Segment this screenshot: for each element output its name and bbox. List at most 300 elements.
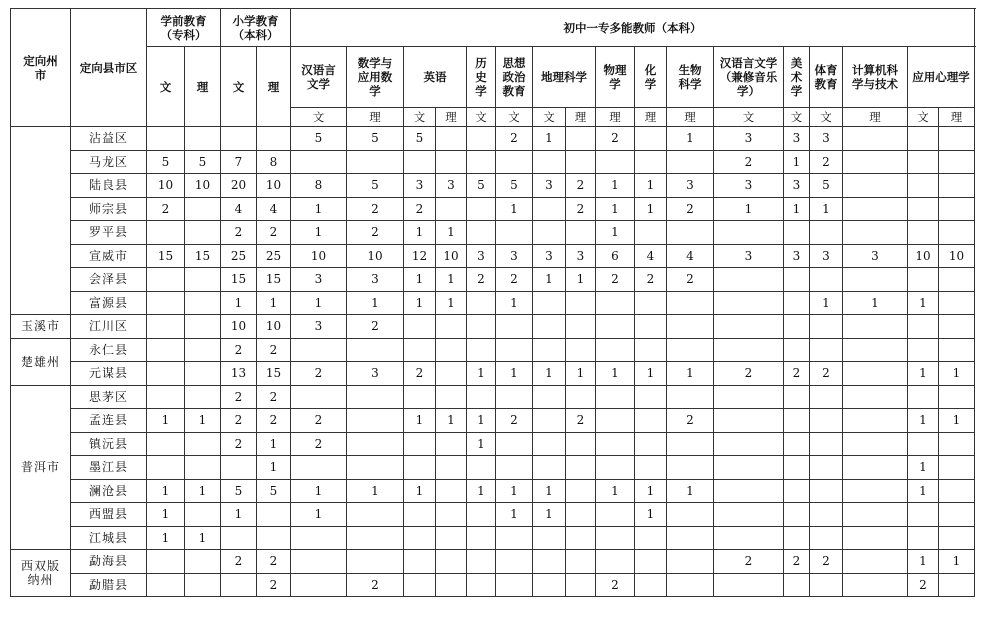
quota-cell [810,456,843,480]
quota-cell: 15 [221,268,257,292]
quota-cell [467,385,496,409]
quota-cell [533,456,566,480]
quota-cell [596,409,635,433]
quota-cell [667,550,714,574]
quota-cell: 5 [185,150,221,174]
quota-cell [714,432,784,456]
quota-cell [667,291,714,315]
quota-cell: 3 [714,174,784,198]
quota-cell: 3 [784,127,810,151]
quota-cell [467,291,496,315]
quota-cell: 2 [566,174,596,198]
quota-cell: 3 [784,244,810,268]
quota-cell [784,573,810,597]
county-cell: 镇沅县 [71,432,147,456]
table-row [11,268,975,292]
quota-cell [714,503,784,527]
quota-cell: 10 [347,244,404,268]
quota-cell: 10 [147,174,185,198]
quota-cell [939,315,975,339]
quota-cell [185,268,221,292]
quota-cell: 1 [496,291,533,315]
quota-cell [810,315,843,339]
quota-cell: 1 [714,197,784,221]
quota-cell [843,409,908,433]
quota-cell [939,526,975,550]
quota-cell [810,526,843,550]
quota-cell [566,550,596,574]
quota-cell: 2 [596,573,635,597]
quota-cell: 1 [635,174,667,198]
quota-cell [147,268,185,292]
header-subject: 计算机科学与技术 [843,47,908,108]
quota-cell: 3 [496,244,533,268]
county-cell: 元谋县 [71,362,147,386]
header-track: 理 [436,108,467,127]
quota-cell: 2 [566,197,596,221]
quota-cell: 1 [908,362,939,386]
quota-cell: 2 [257,409,291,433]
quota-cell [635,550,667,574]
quota-cell [221,127,257,151]
quota-cell [714,268,784,292]
quota-cell [291,526,347,550]
quota-cell: 1 [843,291,908,315]
quota-cell: 10 [436,244,467,268]
quota-cell [436,456,467,480]
quota-cell: 1 [533,479,566,503]
quota-cell [635,409,667,433]
quota-cell [635,221,667,245]
quota-cell [533,432,566,456]
quota-cell [147,456,185,480]
header-track: 文 [221,47,257,127]
quota-cell [496,550,533,574]
quota-cell: 1 [404,409,436,433]
quota-cell: 1 [347,479,404,503]
quota-cell [566,479,596,503]
quota-cell [810,385,843,409]
header-track: 文 [291,108,347,127]
prefecture-cell [11,127,71,315]
header-subject: 体育教育 [810,47,843,108]
quota-cell [939,456,975,480]
quota-cell: 1 [566,268,596,292]
quota-cell: 5 [347,174,404,198]
prefecture-cell: 西双版纳州 [11,550,71,597]
quota-cell [939,479,975,503]
quota-cell [667,385,714,409]
quota-cell: 2 [784,550,810,574]
quota-cell [533,526,566,550]
quota-cell: 3 [667,174,714,198]
quota-cell: 4 [257,197,291,221]
quota-cell [667,315,714,339]
quota-cell: 3 [533,244,566,268]
county-cell: 江川区 [71,315,147,339]
quota-cell [436,150,467,174]
quota-cell [667,338,714,362]
quota-cell [147,338,185,362]
quota-cell [496,150,533,174]
quota-cell: 1 [635,362,667,386]
quota-cell: 3 [810,127,843,151]
quota-cell [908,150,939,174]
quota-cell [714,338,784,362]
quota-cell: 1 [436,221,467,245]
quota-cell [185,503,221,527]
quota-cell [908,432,939,456]
quota-cell [939,503,975,527]
quota-cell [635,291,667,315]
header-preschool: 学前教育（专科） [147,9,221,47]
quota-cell: 25 [221,244,257,268]
table-row [11,244,975,268]
quota-cell: 3 [714,127,784,151]
county-cell: 勐海县 [71,550,147,574]
quota-cell: 3 [533,174,566,198]
quota-cell [714,291,784,315]
table-row [11,174,975,198]
quota-cell [810,221,843,245]
quota-cell: 2 [714,362,784,386]
quota-cell [939,291,975,315]
quota-cell [436,127,467,151]
quota-cell [784,221,810,245]
quota-cell: 2 [291,409,347,433]
quota-cell: 3 [291,315,347,339]
county-cell: 罗平县 [71,221,147,245]
quota-cell [939,338,975,362]
header-track: 理 [667,108,714,127]
quota-cell [939,127,975,151]
quota-cell: 1 [667,479,714,503]
quota-cell: 2 [257,573,291,597]
quota-cell [347,432,404,456]
quota-cell: 1 [291,197,347,221]
quota-cell [596,456,635,480]
table-row [11,127,975,151]
quota-cell: 2 [347,573,404,597]
table-header [11,9,975,127]
quota-cell [810,338,843,362]
quota-cell [843,197,908,221]
quota-cell [784,291,810,315]
header-subject: 英语 [404,47,467,108]
quota-cell [185,362,221,386]
quota-cell [714,409,784,433]
quota-cell: 1 [908,456,939,480]
header-track: 文 [533,108,566,127]
quota-cell [436,338,467,362]
quota-cell: 1 [436,268,467,292]
header-pref: 定向州市 [11,9,71,127]
quota-cell [810,479,843,503]
quota-cell [810,268,843,292]
quota-cell: 2 [810,550,843,574]
quota-cell [185,432,221,456]
quota-cell: 2 [496,409,533,433]
quota-cell [714,456,784,480]
quota-cell [810,503,843,527]
header-track: 文 [784,108,810,127]
quota-cell [843,362,908,386]
quota-cell [496,338,533,362]
quota-cell: 1 [784,197,810,221]
quota-cell: 6 [596,244,635,268]
quota-cell: 1 [939,409,975,433]
quota-cell: 1 [496,479,533,503]
quota-cell: 2 [908,573,939,597]
quota-cell [667,526,714,550]
quota-cell [496,432,533,456]
quota-cell: 3 [347,268,404,292]
quota-cell: 1 [467,362,496,386]
quota-cell [436,573,467,597]
quota-cell: 5 [221,479,257,503]
quota-cell [635,456,667,480]
quota-cell: 2 [347,197,404,221]
prefecture-cell: 玉溪市 [11,315,71,339]
quota-cell [467,150,496,174]
quota-cell [291,456,347,480]
header-subject: 历史学 [467,47,496,108]
quota-cell: 1 [810,291,843,315]
table-row [11,526,975,550]
quota-cell [635,432,667,456]
quota-cell [908,127,939,151]
county-cell: 马龙区 [71,150,147,174]
county-cell: 孟连县 [71,409,147,433]
quota-cell [221,526,257,550]
quota-cell [467,573,496,597]
quota-cell: 1 [635,197,667,221]
quota-cell [843,127,908,151]
quota-cell [784,409,810,433]
quota-cell [566,503,596,527]
county-cell: 西盟县 [71,503,147,527]
quota-cell [596,338,635,362]
county-cell: 思茅区 [71,385,147,409]
quota-cell [347,550,404,574]
quota-cell [291,550,347,574]
header-track: 理 [939,108,975,127]
quota-cell: 15 [147,244,185,268]
quota-cell: 1 [533,268,566,292]
quota-cell [404,526,436,550]
quota-cell [533,338,566,362]
quota-cell: 1 [404,268,436,292]
quota-cell [347,338,404,362]
quota-cell [566,150,596,174]
quota-cell: 2 [347,221,404,245]
header-track: 理 [566,108,596,127]
quota-cell [908,315,939,339]
quota-cell [784,268,810,292]
quota-cell: 2 [257,550,291,574]
prefecture-cell: 普洱市 [11,385,71,550]
quota-cell: 2 [667,197,714,221]
header-subject: 应用心理学 [908,47,975,108]
quota-cell [185,291,221,315]
quota-cell: 2 [810,150,843,174]
quota-cell [533,291,566,315]
header-subject: 美术学 [784,47,810,108]
quota-cell [436,385,467,409]
quota-cell [496,221,533,245]
quota-cell [347,456,404,480]
quota-cell: 12 [404,244,436,268]
table-row [11,338,975,362]
quota-cell [291,385,347,409]
quota-cell: 1 [147,503,185,527]
quota-cell [667,221,714,245]
quota-cell [566,573,596,597]
quota-cell [596,432,635,456]
quota-cell [908,385,939,409]
quota-cell [714,385,784,409]
quota-cell [843,268,908,292]
quota-cell [635,526,667,550]
quota-cell: 2 [596,268,635,292]
quota-cell [939,150,975,174]
quota-cell: 1 [147,479,185,503]
quota-cell: 15 [257,362,291,386]
quota-cell [496,456,533,480]
quota-cell [566,315,596,339]
quota-cell: 2 [635,268,667,292]
quota-cell [533,315,566,339]
table-row [11,197,975,221]
quota-cell: 3 [714,244,784,268]
quota-cell [784,432,810,456]
county-cell: 沾益区 [71,127,147,151]
quota-cell [436,315,467,339]
quota-cell [635,315,667,339]
quota-cell: 25 [257,244,291,268]
header-track: 文 [908,108,939,127]
quota-cell: 2 [784,362,810,386]
quota-cell: 8 [291,174,347,198]
quota-cell [596,503,635,527]
quota-cell: 2 [596,127,635,151]
quota-cell: 7 [221,150,257,174]
quota-cell: 1 [147,409,185,433]
quota-cell [436,362,467,386]
quota-cell [784,503,810,527]
quota-cell: 1 [784,150,810,174]
quota-cell: 1 [257,432,291,456]
county-cell: 墨江县 [71,456,147,480]
quota-cell: 5 [257,479,291,503]
quota-cell: 1 [496,197,533,221]
table-row [11,432,975,456]
quota-cell: 1 [467,409,496,433]
quota-cell [843,479,908,503]
quota-cell: 5 [347,127,404,151]
quota-cell [185,221,221,245]
quota-cell [467,550,496,574]
quota-cell [347,409,404,433]
quota-cell [533,150,566,174]
quota-cell: 1 [496,503,533,527]
quota-cell: 1 [596,197,635,221]
quota-cell: 1 [533,503,566,527]
table-row [11,221,975,245]
header-track: 理 [347,108,404,127]
quota-cell: 10 [257,174,291,198]
quota-cell: 4 [667,244,714,268]
table-row [11,315,975,339]
quota-cell [436,550,467,574]
quota-cell: 20 [221,174,257,198]
quota-cell [596,526,635,550]
quota-cell: 10 [291,244,347,268]
quota-cell [147,291,185,315]
table-row [11,573,975,597]
quota-cell: 1 [566,362,596,386]
quota-cell: 1 [939,362,975,386]
table-body [11,127,975,597]
quota-cell [147,315,185,339]
quota-cell [257,503,291,527]
quota-cell [566,456,596,480]
quota-cell: 2 [667,268,714,292]
quota-cell: 1 [533,362,566,386]
prefecture-cell: 楚雄州 [11,338,71,385]
quota-cell [221,573,257,597]
quota-cell [257,526,291,550]
quota-cell [784,315,810,339]
quota-cell [908,338,939,362]
header-track: 理 [635,108,667,127]
quota-cell [939,385,975,409]
quota-cell [939,432,975,456]
quota-cell: 2 [257,338,291,362]
county-cell: 江城县 [71,526,147,550]
quota-cell: 2 [291,362,347,386]
quota-cell: 1 [908,550,939,574]
quota-cell [467,503,496,527]
county-cell: 宣威市 [71,244,147,268]
quota-cell [939,197,975,221]
quota-cell: 10 [257,315,291,339]
table-row [11,385,975,409]
county-cell: 会泽县 [71,268,147,292]
quota-cell [347,150,404,174]
quota-cell [784,385,810,409]
quota-cell: 3 [347,362,404,386]
quota-cell: 1 [596,221,635,245]
quota-cell [185,550,221,574]
quota-cell [147,385,185,409]
quota-cell [221,456,257,480]
county-cell: 勐腊县 [71,573,147,597]
county-cell: 陆良县 [71,174,147,198]
header-track: 文 [496,108,533,127]
quota-cell [843,221,908,245]
quota-cell: 2 [667,409,714,433]
quota-cell [404,315,436,339]
quota-cell: 2 [404,362,436,386]
quota-cell [635,573,667,597]
quota-cell [404,150,436,174]
quota-cell: 2 [257,385,291,409]
quota-cell: 10 [221,315,257,339]
quota-cell [843,338,908,362]
table-row [11,503,975,527]
quota-cell: 1 [467,479,496,503]
